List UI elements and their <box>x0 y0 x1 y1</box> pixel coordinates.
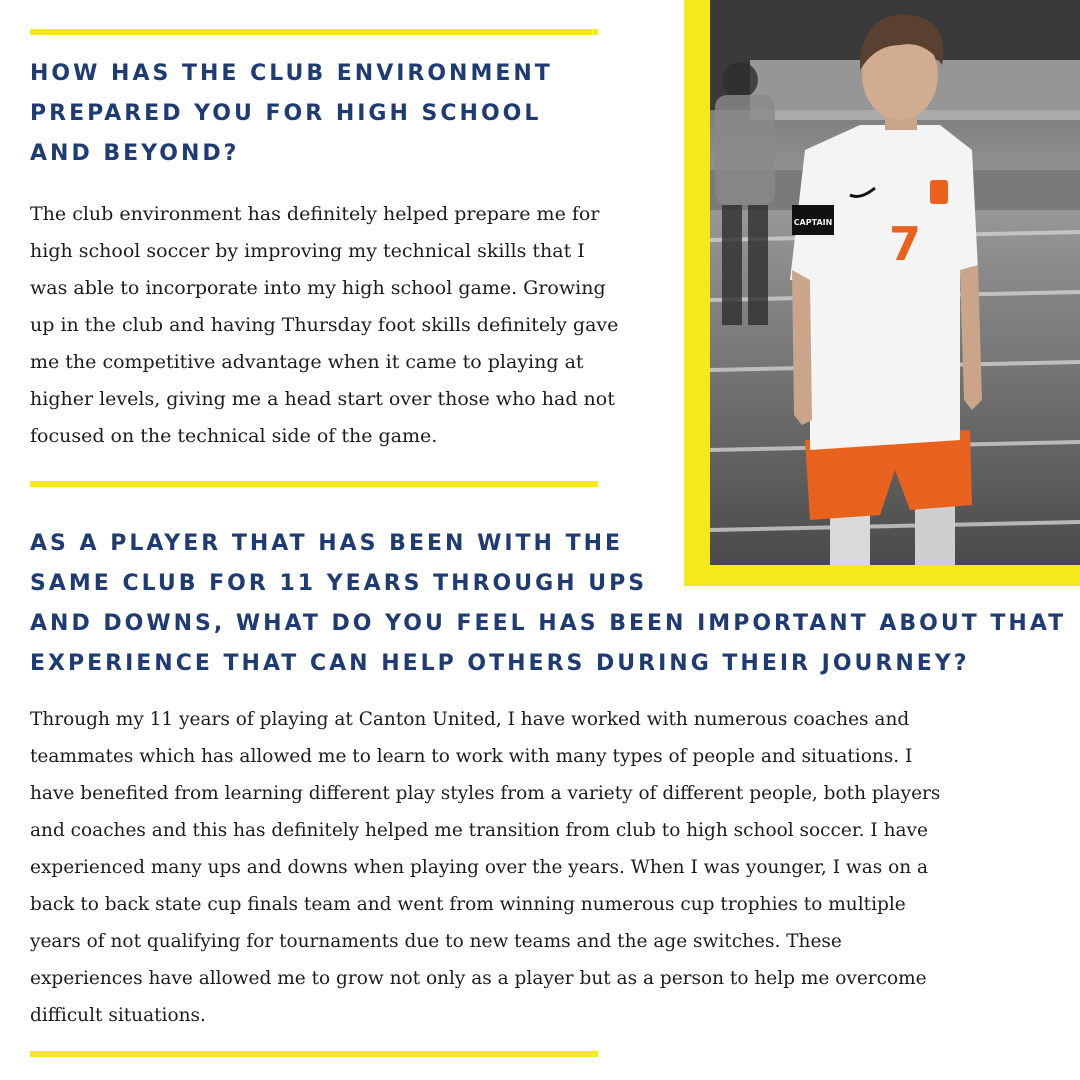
answer-1-line: high school soccer by improving my technical skills that I <box>30 240 585 262</box>
answer-2-line: teammates which has allowed me to learn to work with many types of people and situations. I <box>30 746 913 767</box>
answer-2-paragraph <box>30 701 940 1034</box>
answer-2-line: experiences have allowed me to grow not only as a player but as a person to help me overcome <box>30 968 927 989</box>
player-photo <box>710 0 1080 565</box>
divider-middle <box>30 481 598 487</box>
answer-2-line: back to back state cup finals team and went from winning numerous cup trophies to multiple <box>30 894 906 915</box>
divider-top <box>30 29 598 35</box>
question-1-line: AND BEYOND? <box>30 141 240 166</box>
answer-1-line: higher levels, giving me a head start over those who had not <box>30 388 615 410</box>
answer-1-paragraph <box>30 196 618 455</box>
player-photo-image <box>710 0 1080 565</box>
answer-1-line: focused on the technical side of the game. <box>30 425 438 447</box>
answer-1-line: me the competitive advantage when it came to playing at <box>30 351 584 373</box>
answer-2-line: Through my 11 years of playing at Canton United, I have worked with numerous coaches and <box>30 709 910 730</box>
question-2-line: AND DOWNS, WHAT DO YOU FEEL HAS BEEN IMPORTANT ABOUT THAT <box>30 611 1067 636</box>
answer-2-line: and coaches and this has definitely helped me transition from club to high school soccer. I have <box>30 820 928 841</box>
jersey-number: 7 <box>888 217 922 271</box>
answer-2-line: experienced many ups and downs when playing over the years. When I was younger, I was on a <box>30 857 929 878</box>
answer-1-line: up in the club and having Thursday foot skills definitely gave <box>30 314 619 336</box>
question-1-heading <box>30 54 553 174</box>
answer-2-line: have benefited from learning different play styles from a variety of different people, both players <box>30 783 941 804</box>
divider-bottom <box>30 1051 598 1057</box>
question-2-line: AS A PLAYER THAT HAS BEEN WITH THE <box>30 531 624 556</box>
answer-1-line: was able to incorporate into my high school game. Growing <box>30 277 606 299</box>
answer-2-line: difficult situations. <box>30 1005 206 1026</box>
armband-label: CAPTAIN <box>793 218 833 227</box>
question-2-line: SAME CLUB FOR 11 YEARS THROUGH UPS <box>30 571 648 596</box>
answer-1-line: The club environment has definitely helped prepare me for <box>30 203 600 225</box>
question-1-line: PREPARED YOU FOR HIGH SCHOOL <box>30 101 542 126</box>
question-2-heading <box>30 524 1066 684</box>
question-2-line: EXPERIENCE THAT CAN HELP OTHERS DURING THEIR JOURNEY? <box>30 651 970 676</box>
question-1-line: HOW HAS THE CLUB ENVIRONMENT <box>30 61 553 86</box>
answer-2-line: years of not qualifying for tournaments due to new teams and the age switches. These <box>30 931 842 952</box>
